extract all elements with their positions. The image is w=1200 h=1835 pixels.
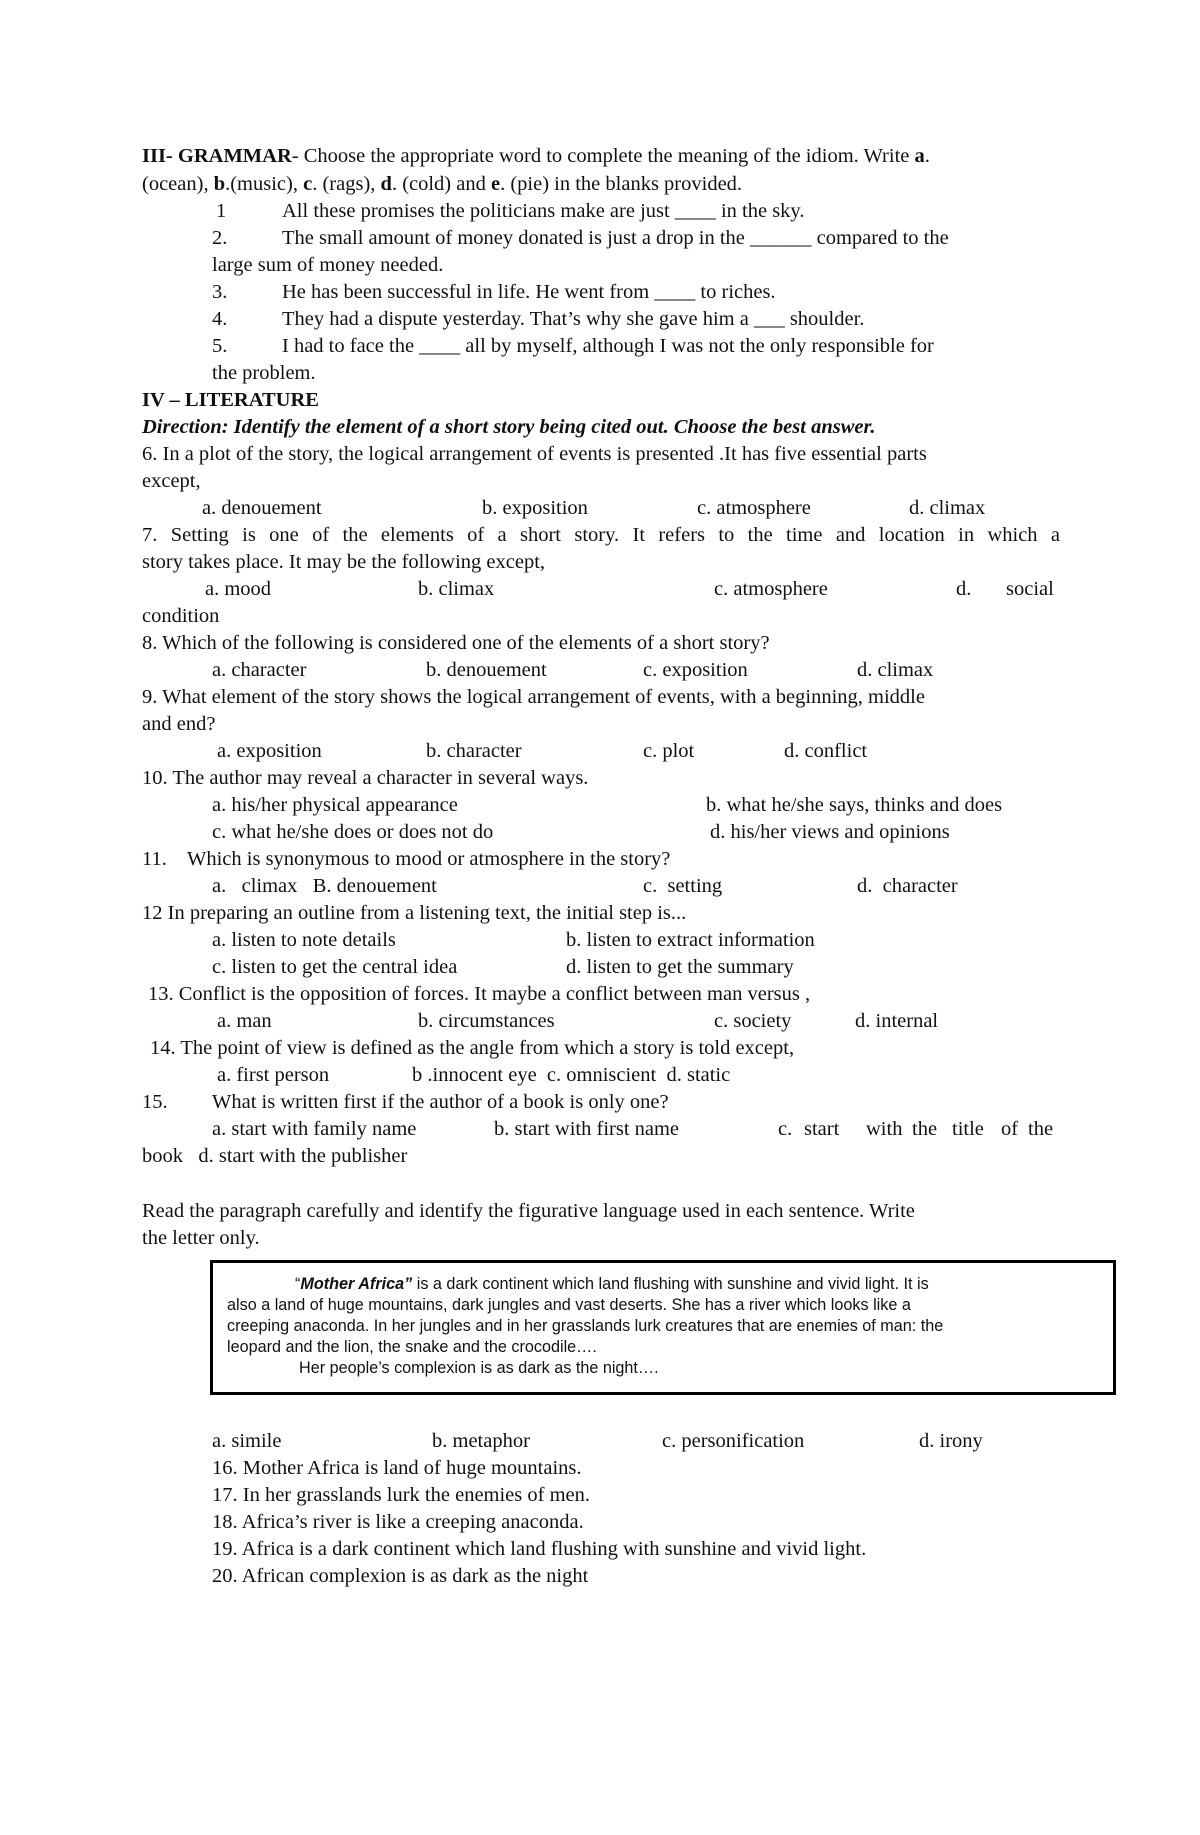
choice: a. simile (212, 1430, 282, 1452)
choice: b. circumstances (418, 1010, 555, 1032)
choice: b. character (426, 740, 522, 762)
grammar-item-text: All these promises the politicians make are just ____ in the sky. (282, 200, 805, 222)
question-text: story takes place. It may be the following except, (142, 551, 546, 573)
question-num: 15. (142, 1091, 168, 1113)
grammar-intro-line2: (ocean), b.(music), c. (rags), d. (cold) and e. (pie) in the blanks provided. (142, 173, 743, 195)
choice: start (804, 1118, 840, 1140)
reading-instruction: the letter only. (142, 1227, 260, 1249)
choice: b. exposition (482, 497, 588, 519)
grammar-item-text: He has been successful in life. He went from ____ to riches. (282, 281, 776, 303)
grammar-item-num: 1 (216, 200, 227, 222)
choice: c. (778, 1118, 793, 1140)
choice: a. mood (205, 578, 272, 600)
question-text: book d. start with the publisher (142, 1145, 408, 1167)
literature-direction: Direction: Identify the element of a short story being cited out. Choose the best answer. (142, 416, 876, 438)
choice: a. listen to note details (212, 929, 396, 951)
choice: b. denouement (426, 659, 547, 681)
reading-instruction: Read the paragraph carefully and identify the figurative language used in each sentence. Write (142, 1200, 915, 1222)
choice: the (1028, 1118, 1054, 1140)
question-text: 8. Which of the following is considered one of the elements of a short story? (142, 632, 770, 654)
passage-line: Her people’s complexion is as dark as the night…. (299, 1359, 659, 1377)
grammar-item-num: 3. (212, 281, 228, 303)
passage-line: leopard and the lion, the snake and the crocodile…. (227, 1338, 597, 1356)
choice: d. character (857, 875, 958, 897)
choice: b .innocent eye c. omniscient d. static (412, 1064, 731, 1086)
question-text: 7. Setting is one of the elements of a short story. It refers to the time and location in which a (142, 524, 1060, 546)
choice: c. listen to get the central idea (212, 956, 458, 978)
choice: d. conflict (784, 740, 868, 762)
question-text: 13. Conflict is the opposition of forces. It maybe a conflict between man versus , (148, 983, 811, 1005)
question-text: except, (142, 470, 201, 492)
passage-line: also a land of huge mountains, dark jungles and vast deserts. She has a river which looks like a (227, 1296, 911, 1314)
choice: d. climax (909, 497, 986, 519)
grammar-item-num: 4. (212, 308, 228, 330)
reading-item: 17. In her grasslands lurk the enemies of men. (212, 1484, 591, 1506)
choice: a. denouement (202, 497, 322, 519)
question-text: 10. The author may reveal a character in several ways. (142, 767, 589, 789)
choice: d. internal (855, 1010, 939, 1032)
choice: b. what he/she says, thinks and does (706, 794, 1003, 816)
choice: social (1006, 578, 1054, 600)
choice: a. first person (217, 1064, 330, 1086)
choice: b. start with first name (494, 1118, 680, 1140)
grammar-item-text: I had to face the ____ all by myself, although I was not the only responsible for (282, 335, 934, 357)
choice: a. exposition (217, 740, 322, 762)
choice: of (1001, 1118, 1019, 1140)
choice: c. society (714, 1010, 792, 1032)
choice: a. man (217, 1010, 272, 1032)
question-text: Which is synonymous to mood or atmosphere in the story? (187, 848, 671, 870)
choice: d. irony (919, 1430, 983, 1452)
passage-line: “Mother Africa” is a dark continent which land flushing with sunshine and vivid light. It is (295, 1275, 929, 1293)
question-text: and end? (142, 713, 216, 735)
passage-line: creeping anaconda. In her jungles and in her grasslands lurk creatures that are enemies of man: the (227, 1317, 944, 1335)
grammar-item-num: 5. (212, 335, 228, 357)
grammar-item-num: 2. (212, 227, 228, 249)
choice: d. (956, 578, 972, 600)
grammar-item-text: The small amount of money donated is just a drop in the ______ compared to the (282, 227, 949, 249)
question-text: 9. What element of the story shows the logical arrangement of events, with a beginning, middle (142, 686, 925, 708)
choice: c. what he/she does or does not do (212, 821, 494, 843)
choice: c. plot (643, 740, 695, 762)
choice: a. start with family name (212, 1118, 417, 1140)
choice: a. character (212, 659, 307, 681)
choice: c. atmosphere (714, 578, 828, 600)
choice: a. his/her physical appearance (212, 794, 458, 816)
choice: b. listen to extract information (566, 929, 815, 951)
reading-item: 18. Africa’s river is like a creeping anaconda. (212, 1511, 584, 1533)
choice: d. climax (857, 659, 934, 681)
question-num: 11. (142, 848, 167, 870)
question-text: What is written first if the author of a book is only one? (212, 1091, 669, 1113)
grammar-item-cont: the problem. (212, 362, 316, 384)
choice: c. atmosphere (697, 497, 811, 519)
question-text: 6. In a plot of the story, the logical arrangement of events is presented .It has five essential parts (142, 443, 927, 465)
question-text: 14. The point of view is defined as the angle from which a story is told except, (150, 1037, 795, 1059)
question-text: condition (142, 605, 220, 627)
passage-box (210, 1260, 1116, 1395)
choice: c. setting (643, 875, 723, 897)
choice: b. climax (418, 578, 495, 600)
grammar-heading: III- GRAMMAR (142, 145, 292, 167)
grammar-item-text: They had a dispute yesterday. That’s why she gave him a ___ shoulder. (282, 308, 865, 330)
passage-title: Mother Africa” (300, 1275, 413, 1293)
reading-item: 19. Africa is a dark continent which land flushing with sunshine and vivid light. (212, 1538, 867, 1560)
choice: d. his/her views and opinions (710, 821, 950, 843)
reading-item: 20. African complexion is as dark as the night (212, 1565, 589, 1587)
choice: the (912, 1118, 938, 1140)
grammar-intro-line1: III- GRAMMAR- Choose the appropriate word to complete the meaning of the idiom. Write a. (142, 145, 930, 167)
grammar-item-cont: large sum of money needed. (212, 254, 444, 276)
reading-item: 16. Mother Africa is land of huge mountains. (212, 1457, 582, 1479)
choice: c. personification (662, 1430, 805, 1452)
choice: with (866, 1118, 903, 1140)
choice: d. listen to get the summary (566, 956, 794, 978)
choice: c. exposition (643, 659, 748, 681)
question-text: 12 In preparing an outline from a listening text, the initial step is... (142, 902, 687, 924)
literature-heading: IV – LITERATURE (142, 389, 319, 411)
choice: b. metaphor (432, 1430, 530, 1452)
choice: a. climax B. denouement (212, 875, 437, 897)
choice: title (952, 1118, 984, 1140)
